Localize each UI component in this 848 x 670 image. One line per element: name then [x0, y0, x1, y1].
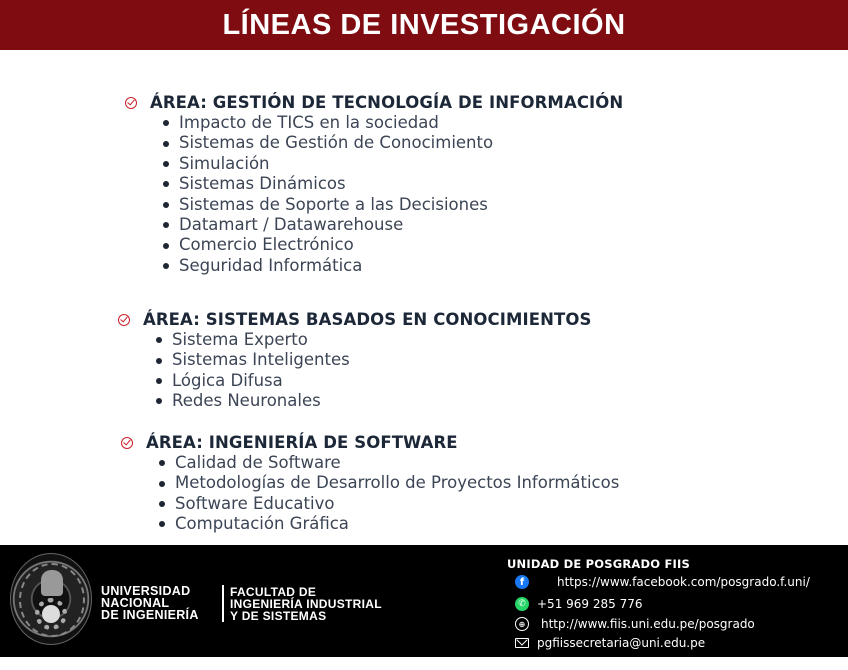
- whatsapp-number[interactable]: +51 969 285 776: [537, 597, 643, 611]
- contact-email[interactable]: [515, 636, 705, 650]
- list-item: Simulación: [163, 154, 623, 174]
- area-section-gestion-ti: [125, 93, 623, 276]
- area-heading: [125, 93, 623, 112]
- faculty-name: FACULTAD DE INGENIERÍA INDUSTRIAL Y DE SISTEMAS: [230, 585, 382, 623]
- bullet-icon: [159, 501, 165, 507]
- seal-core-decoration: [42, 605, 60, 623]
- list-item: Seguridad Informática: [163, 256, 623, 276]
- list-item: Comercio Electrónico: [163, 235, 623, 255]
- seal-figure-decoration: [41, 570, 63, 596]
- bullet-icon: [156, 398, 162, 404]
- mail-icon: [515, 638, 529, 648]
- list-item: Lógica Difusa: [156, 371, 592, 391]
- bullet-icon: [159, 481, 165, 487]
- area-title: ÁREA: SISTEMAS BASADOS EN CONOCIMIENTOS: [143, 310, 592, 329]
- list-item: Metodologías de Desarrollo de Proyectos Informáticos: [159, 473, 619, 493]
- bottom-margin: [0, 657, 848, 670]
- area-items-list: [163, 113, 623, 276]
- list-item: Redes Neuronales: [156, 391, 592, 411]
- bullet-icon: [163, 202, 169, 208]
- page-title: LÍNEAS DE INVESTIGACIÓN: [222, 8, 626, 41]
- bullet-icon: [163, 243, 169, 249]
- check-circle-icon: [118, 314, 130, 326]
- bullet-icon: [163, 120, 169, 126]
- facebook-link[interactable]: https://www.facebook.com/posgrado.f.uni/: [557, 575, 810, 589]
- bullet-icon: [156, 378, 162, 384]
- list-item: Impacto de TICS en la sociedad: [163, 113, 623, 133]
- contact-title: UNIDAD DE POSGRADO FIIS: [507, 557, 690, 571]
- bullet-icon: [163, 181, 169, 187]
- area-items-list: [156, 330, 592, 412]
- bullet-icon: [156, 337, 162, 343]
- contact-facebook[interactable]: [515, 575, 810, 589]
- area-heading: [121, 433, 619, 452]
- list-item: Calidad de Software: [159, 453, 619, 473]
- globe-icon: ⊕: [515, 617, 529, 631]
- list-item: Sistemas de Gestión de Conocimiento: [163, 133, 623, 153]
- check-circle-icon: [125, 97, 137, 109]
- list-item: Sistemas de Soporte a las Decisiones: [163, 195, 623, 215]
- footer-divider: [222, 585, 224, 622]
- bullet-icon: [156, 358, 162, 364]
- list-item: Sistemas Inteligentes: [156, 350, 592, 370]
- check-circle-icon: [121, 437, 133, 449]
- bullet-icon: [163, 263, 169, 269]
- bullet-icon: [163, 222, 169, 228]
- email-link[interactable]: pgfiissecretaria@uni.edu.pe: [537, 636, 706, 650]
- list-item: Computación Gráfica: [159, 514, 619, 534]
- area-section-ingenieria-software: [121, 433, 619, 535]
- web-link[interactable]: http://www.fiis.uni.edu.pe/posgrado: [541, 617, 755, 631]
- title-banner: [0, 0, 848, 50]
- area-title: ÁREA: GESTIÓN DE TECNOLOGÍA DE INFORMACIÓN: [150, 93, 624, 112]
- university-name: UNIVERSIDAD NACIONAL DE INGENIERÍA: [101, 584, 199, 622]
- list-item: Sistema Experto: [156, 330, 592, 350]
- contact-web[interactable]: [515, 617, 755, 631]
- area-title: ÁREA: INGENIERÍA DE SOFTWARE: [146, 433, 458, 452]
- area-section-sistemas-conocimiento: [118, 310, 592, 412]
- list-item: Datamart / Datawarehouse: [163, 215, 623, 235]
- university-seal-logo: [10, 553, 92, 645]
- area-items-list: [159, 453, 619, 535]
- footer: [0, 545, 848, 657]
- list-item: Software Educativo: [159, 494, 619, 514]
- bullet-icon: [159, 460, 165, 466]
- whatsapp-icon: ✆: [515, 597, 529, 611]
- area-heading: [118, 310, 592, 329]
- bullet-icon: [163, 161, 169, 167]
- list-item: Sistemas Dinámicos: [163, 174, 623, 194]
- facebook-icon: f: [515, 575, 529, 589]
- contact-whatsapp[interactable]: [515, 597, 642, 611]
- bullet-icon: [159, 521, 165, 527]
- bullet-icon: [163, 141, 169, 147]
